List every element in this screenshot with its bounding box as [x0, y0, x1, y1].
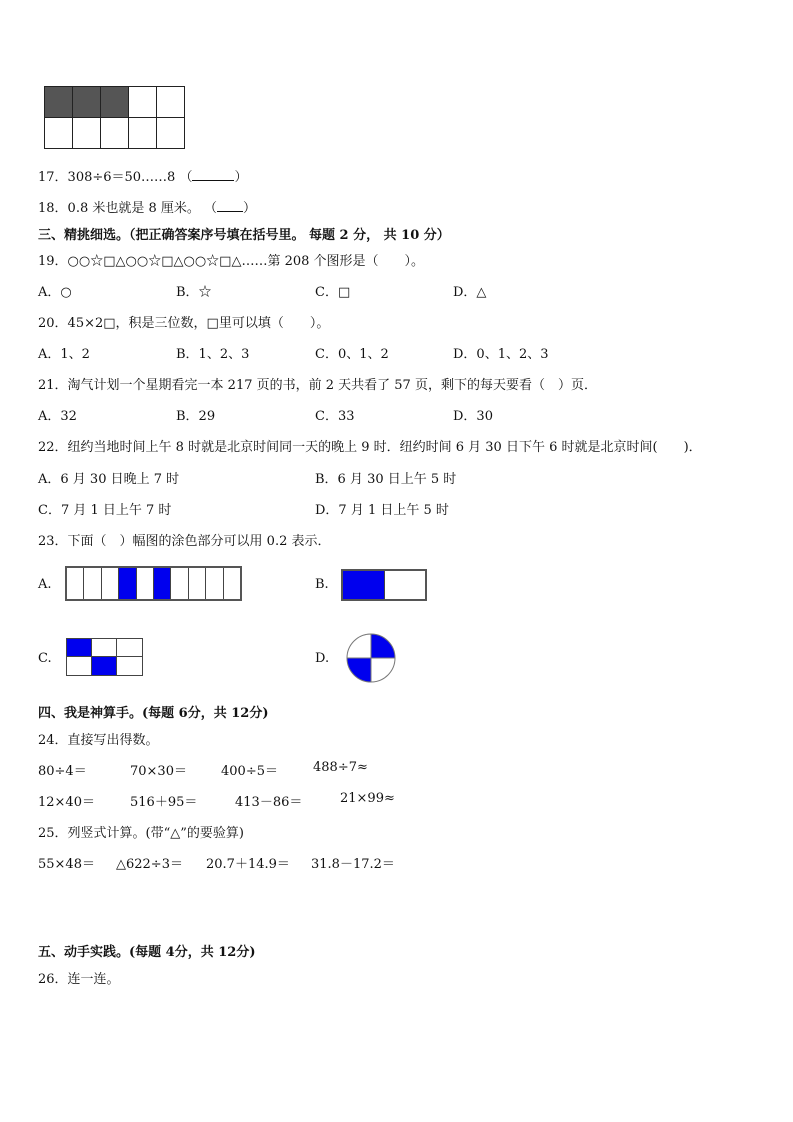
calc-item: 70×30＝: [130, 764, 187, 779]
option-d[interactable]: D．0、1、2、3: [453, 347, 549, 362]
calc-item: 400÷5＝: [221, 764, 278, 779]
option-d-label[interactable]: D.: [315, 651, 330, 666]
section-title: 三、精挑细选。（把正确答案序号填在括号里。 每题 2 分， 共 10 分）: [38, 228, 450, 243]
option-c[interactable]: C．0、1、2: [315, 347, 389, 362]
calc-item: 488÷7≈: [313, 760, 368, 775]
strip-cell: [224, 568, 240, 599]
option-c[interactable]: C．□: [315, 285, 351, 300]
quarter-empty: [371, 658, 395, 682]
question-20: 20．45×2□，积是三位数，□里可以填（ ）。: [38, 316, 330, 331]
figure-a-strip[interactable]: [65, 566, 242, 601]
strip-cell-filled: [154, 568, 171, 599]
calc-item: 80÷4＝: [38, 764, 87, 779]
option-c[interactable]: C．33: [315, 409, 355, 424]
question-23: 23．下面（ ）幅图的涂色部分可以用 0.2 表示．: [38, 534, 331, 549]
strip-cell: [67, 568, 84, 599]
grid-cell: [157, 118, 185, 149]
option-a[interactable]: A．1、2: [38, 347, 90, 362]
grid-figure: [44, 86, 185, 149]
option-d[interactable]: D．7 月 1 日上午 5 时: [315, 503, 449, 518]
grid-cell-shaded: [73, 87, 101, 118]
question-18: [38, 197, 256, 216]
calc-item: 12×40＝: [38, 795, 95, 810]
question-text: 18．0.8 米也就是 8 厘米。 （: [38, 201, 218, 216]
option-a[interactable]: A．32: [38, 409, 77, 424]
option-a[interactable]: A．6 月 30 日晚上 7 时: [38, 472, 180, 487]
question-paren-close: ）: [243, 201, 257, 216]
grid-cell: [117, 657, 142, 675]
bar-empty: [384, 571, 426, 599]
grid-cell-shaded: [101, 87, 129, 118]
grid-row: [45, 87, 185, 118]
question-19: 19．○○☆□△○○☆□△○○☆□△……第 208 个图形是（ ）。: [38, 254, 425, 269]
calc-item: 21×99≈: [340, 791, 395, 806]
option-d[interactable]: D．△: [453, 285, 487, 300]
grid-cell: [129, 87, 157, 118]
section-title: 五、动手实践。(每题 4分，共 12分): [38, 945, 256, 960]
option-b[interactable]: B．29: [176, 409, 216, 424]
option-c[interactable]: C．7 月 1 日上午 7 时: [38, 503, 172, 518]
question-25: 25．列竖式计算。(带“△”的要验算): [38, 826, 244, 841]
option-a-label[interactable]: A.: [38, 577, 52, 592]
strip-cell: [102, 568, 119, 599]
strip-cell: [137, 568, 154, 599]
option-b-label[interactable]: B.: [315, 577, 329, 592]
grid-cell-shaded: [45, 87, 73, 118]
question-22: 22．纽约当地时间上午 8 时就是北京时间同一天的晚上 9 时．纽约时间 6 月 30 日下午 6 时就是北京时间( )．: [38, 440, 702, 455]
grid-row: [45, 118, 185, 149]
grid-cell: [117, 639, 142, 657]
answer-blank[interactable]: [192, 180, 234, 181]
calc-item: 516＋95＝: [130, 795, 198, 810]
option-b[interactable]: B．1、2、3: [176, 347, 250, 362]
strip-cell: [84, 568, 101, 599]
grid-cell: [45, 118, 73, 149]
strip-cell: [171, 568, 188, 599]
strip-cell: [189, 568, 206, 599]
calc-item: △622÷3＝: [116, 857, 183, 872]
option-b[interactable]: B．☆: [176, 285, 212, 300]
grid-cell-filled: [67, 639, 92, 657]
grid-cell: [129, 118, 157, 149]
question-26: 26．连一连。: [38, 972, 120, 987]
question-text: 17．308÷6＝50……8 （: [38, 170, 193, 185]
section-title: 四、我是神算手。(每题 6分，共 12分): [38, 706, 269, 721]
calc-item: 413－86＝: [235, 795, 303, 810]
figure-b-strip[interactable]: [341, 569, 427, 601]
question-21: 21．淘气计划一个星期看完一本 217 页的书，前 2 天共看了 57 页，剩下的每天要看（ ）页．: [38, 378, 597, 393]
quarter-empty: [347, 634, 371, 658]
calc-item: 31.8－17.2＝: [311, 857, 395, 872]
strip-cell: [206, 568, 223, 599]
option-a[interactable]: A．○: [38, 285, 72, 300]
grid-cell: [73, 118, 101, 149]
question-17: [38, 166, 247, 185]
strip-cell-filled: [119, 568, 136, 599]
grid-cell: [67, 657, 92, 675]
quarter-filled: [347, 658, 371, 682]
calc-item: 20.7＋14.9＝: [206, 857, 290, 872]
figure-c-grid[interactable]: [66, 638, 143, 676]
figure-d-circle[interactable]: [345, 629, 397, 687]
bar-fill: [343, 571, 384, 599]
grid-cell-filled: [92, 657, 117, 675]
option-d[interactable]: D．30: [453, 409, 493, 424]
question-paren-close: ）: [234, 170, 248, 185]
option-b[interactable]: B．6 月 30 日上午 5 时: [315, 472, 457, 487]
grid-cell: [157, 87, 185, 118]
grid-cell: [101, 118, 129, 149]
question-24: 24．直接写出得数。: [38, 733, 159, 748]
grid-cell: [92, 639, 117, 657]
option-c-label[interactable]: C.: [38, 651, 52, 666]
answer-blank[interactable]: [217, 211, 243, 212]
quarter-filled: [371, 634, 395, 658]
calc-item: 55×48＝: [38, 857, 95, 872]
